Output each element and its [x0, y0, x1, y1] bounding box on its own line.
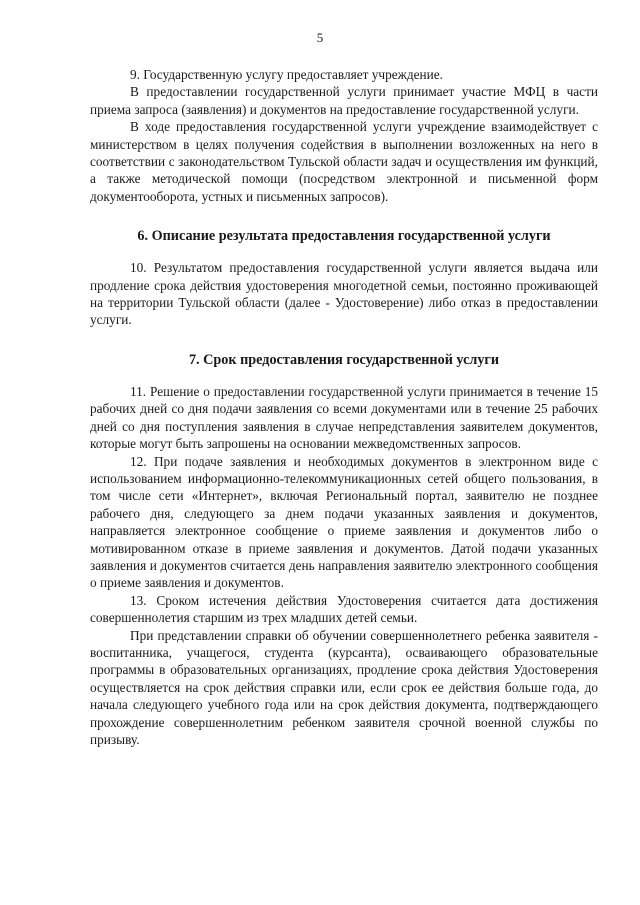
- paragraph-mfc: В предоставлении государственной услуги принимает участие МФЦ в части приема запроса (заявления) и документов на предоставление государственной услуги.: [90, 84, 598, 117]
- page-number: 5: [316, 30, 324, 45]
- paragraph-extension: При представлении справки об обучении совершеннолетнего ребенка заявителя - воспитанника, учащегося, студента (курсанта), осваивающего образовательные программы в образовательных организациях, продление срока действия Удостоверения осуществляется на срок действия справки или, если срок ее действия больше года, до начала следующего учебного года или на срок действия документа, подтверждающего прохождение совершеннолетним ребенком заявителя срочной военной службы по призыву.: [90, 627, 598, 747]
- paragraph-12: 12. При подаче заявления и необходимых документов в электронном виде с использованием информационно-телекоммуникационных сетей общего пользования, в том числе сети «Интернет», включая Региональный портал, заявителю не позднее рабочего дня, следующего за днем подачи указанных заявления и документов, направляется электронное сообщение о приеме заявления и документов либо о мотивированном отказе в приеме заявления и документов. Датой подачи указанных заявления и документов считается день направления заявителю электронного сообщения о приеме заявления и документов.: [90, 453, 598, 591]
- section-6-heading: 6. Описание результата предоставления государственной услуги: [137, 228, 551, 245]
- paragraph-9: 9. Государственную услугу предоставляет учреждение.: [130, 67, 443, 82]
- paragraph-11: 11. Решение о предоставлении государственной услуги принимается в течение 15 рабочих дней со дня подачи заявления со всеми документами или в течение 25 рабочих дней со дня поступления заявления в случае непредставления заявителем документов, которые могут быть запрошены на основании межведомственных запросов.: [90, 383, 598, 452]
- paragraph-interaction: В ходе предоставления государственной услуги учреждение взаимодействует с министерством в целях получения содействия в выполнении возложенных на него в соответствии с законодательством Тульской области задач и осуществления им функций, а также методической помощи (посредством электронной и письменной форм документооборота, устных и письменных запросов).: [90, 119, 598, 204]
- paragraph-13: 13. Сроком истечения действия Удостоверения считается дата достижения совершеннолетия старшим из трех младших детей семьи.: [90, 592, 598, 626]
- section-7-heading: 7. Срок предоставления государственной услуги: [188, 351, 500, 368]
- paragraph-10: 10. Результатом предоставления государственной услуги является выдача или продление срока действия удостоверения многодетной семьи, постоянно проживающей на территории Тульской области (далее - Удостоверение) либо отказ в предоставлении услуги.: [90, 260, 598, 328]
- document-body: [90, 60, 598, 748]
